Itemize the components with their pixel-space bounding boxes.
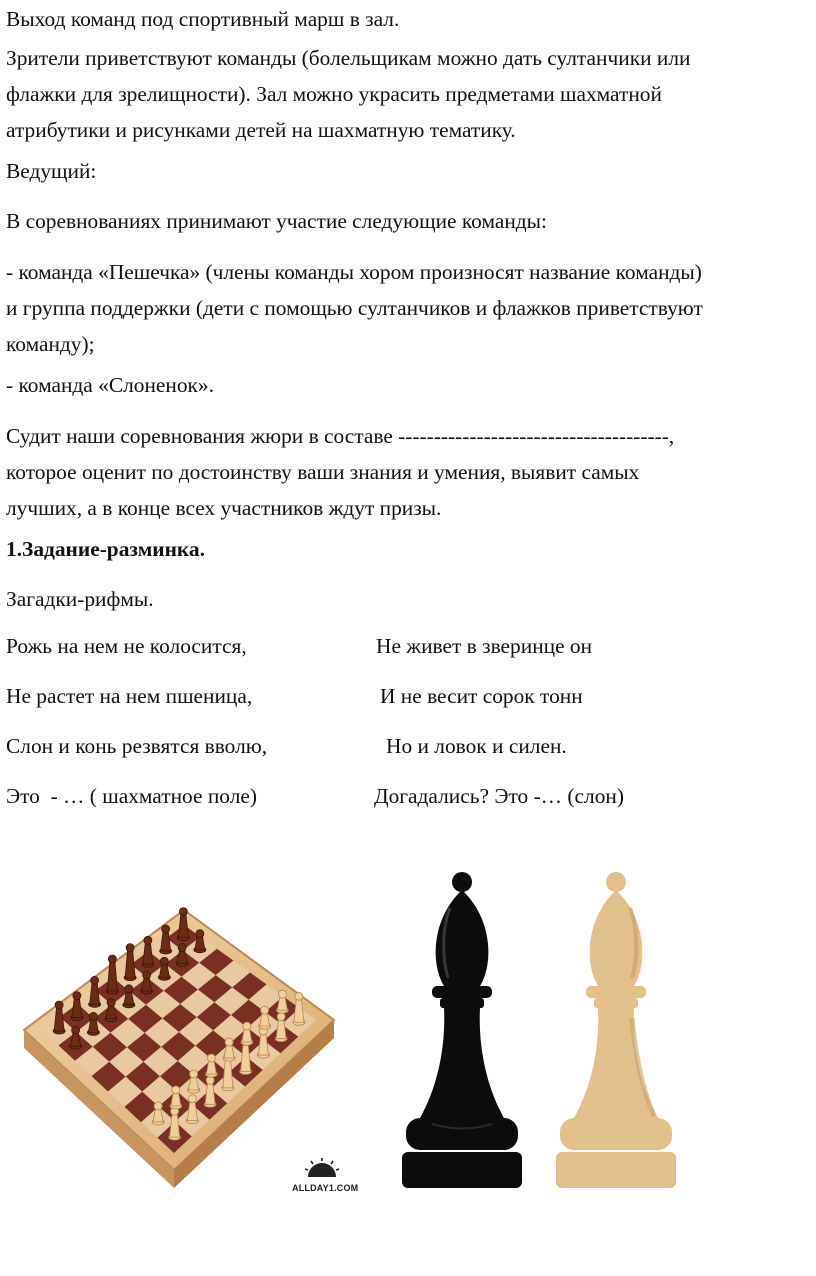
white-bishop-image: [546, 868, 686, 1198]
team2-line: - команда «Слоненок».: [6, 373, 214, 397]
allday-logo: [292, 1158, 359, 1193]
riddles-heading: Загадки-рифмы.: [6, 587, 154, 611]
team1-line: и группа поддержки (дети с помощью султанчиков и флажков приветствуют: [6, 296, 703, 320]
riddle-right: Но и ловок и силен.: [386, 734, 567, 758]
riddle-right: Не живет в зверинце он: [376, 634, 593, 658]
jury-line: которое оценит по достоинству ваши знания и умения, выявит самых: [6, 460, 640, 484]
riddle-left: Рожь на нем не колосится,: [6, 634, 247, 658]
images-row: [0, 860, 816, 1220]
team1-line: - команда «Пешечка» (члены команды хором произносят название команды): [6, 260, 702, 284]
riddle-left: Не растет на нем пшеница,: [6, 684, 253, 708]
black-bishop-image: [392, 868, 532, 1198]
riddle-right: И не весит сорок тонн: [380, 684, 583, 708]
riddle-right: Догадались? Это -… (слон): [374, 784, 624, 808]
chessboard-image: [14, 870, 344, 1200]
intro-paragraph: [6, 40, 690, 148]
jury-paragraph: [6, 418, 674, 526]
intro-line: атрибутики и рисунками детей на шахматную тематику.: [6, 118, 516, 142]
riddle-left: Слон и конь резвятся вволю,: [6, 734, 268, 758]
title-line: Выход команд под спортивный марш в зал.: [6, 7, 400, 31]
jury-line: лучших, а в конце всех участников ждут призы.: [6, 496, 442, 520]
jury-line: Судит наши соревнования жюри в составе --------------------------------------,: [6, 424, 675, 448]
logo-text: ALLDAY1.COM: [292, 1183, 359, 1193]
host-label: Ведущий:: [6, 159, 97, 183]
teams-intro: В соревнованиях принимают участие следующие команды:: [6, 209, 547, 233]
team1-line: команду);: [6, 332, 95, 356]
sun-logo-icon: [305, 1158, 339, 1178]
intro-line: Зрители приветствуют команды (болельщикам можно дать султанчики или: [6, 46, 691, 70]
task-heading: 1.Задание-разминка.: [6, 537, 205, 561]
riddle-left: Это - … ( шахматное поле): [6, 784, 257, 808]
team1-paragraph: [6, 254, 703, 362]
intro-line: флажки для зрелищности). Зал можно украсить предметами шахматной: [6, 82, 662, 106]
